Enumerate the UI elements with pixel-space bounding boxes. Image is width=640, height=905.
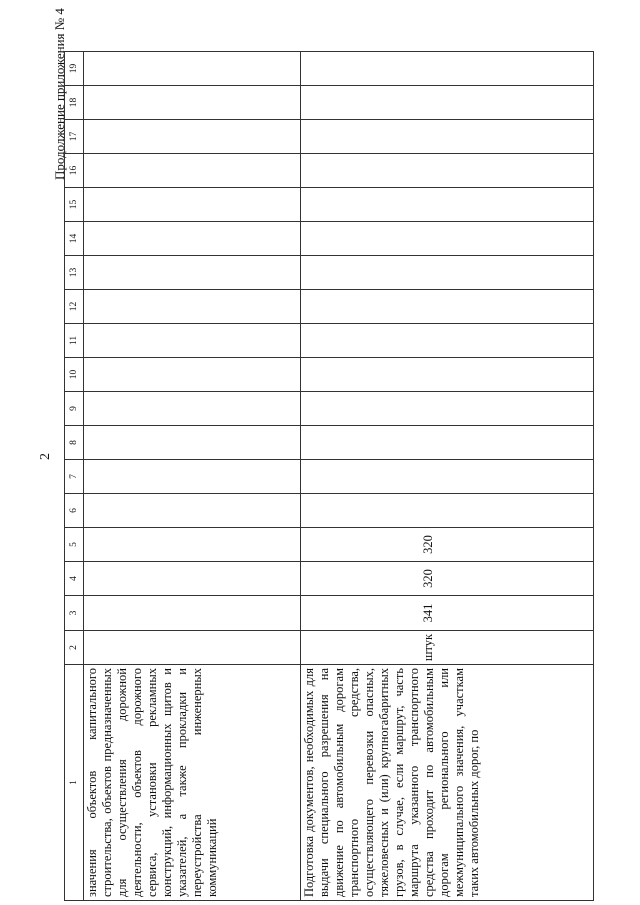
data-cell xyxy=(84,86,301,120)
data-cell xyxy=(301,426,594,460)
data-cell xyxy=(84,528,301,562)
data-cell xyxy=(301,154,594,188)
unit-value: штук xyxy=(421,633,435,662)
value-col5: 320 xyxy=(421,535,435,554)
header-cell: 11 xyxy=(65,324,84,358)
header-cell: 1 xyxy=(65,665,84,901)
data-table xyxy=(64,51,594,901)
data-cell xyxy=(84,188,301,222)
header-cell: 3 xyxy=(65,596,84,631)
data-cell xyxy=(84,358,301,392)
data-cell xyxy=(84,120,301,154)
header-cell: 17 xyxy=(65,120,84,154)
data-cell xyxy=(301,460,594,494)
data-cell xyxy=(301,120,594,154)
data-cell xyxy=(84,392,301,426)
table-row xyxy=(84,52,301,901)
data-cell xyxy=(301,290,594,324)
value-col4: 320 xyxy=(421,569,435,588)
service-description: значения объектов капитального строительства, объектов предназначенных для осуществления дорожной деятельности, объектов дорожного сервиса, установки рекламных конструкций, информационных щитов и указателей, а также прокладки и переустройства инженерных коммуникаций xyxy=(85,668,219,897)
table-row xyxy=(301,52,594,901)
data-cell xyxy=(84,256,301,290)
data-cell xyxy=(301,358,594,392)
data-cell xyxy=(301,52,594,86)
header-cell: 12 xyxy=(65,290,84,324)
page-number: 2 xyxy=(38,453,53,460)
data-cell xyxy=(84,324,301,358)
data-cell xyxy=(301,528,594,562)
data-cell xyxy=(84,596,301,631)
data-cell xyxy=(84,494,301,528)
unit-cell xyxy=(301,631,594,665)
header-cell: 14 xyxy=(65,222,84,256)
data-cell xyxy=(301,596,594,631)
data-cell xyxy=(301,188,594,222)
data-cell xyxy=(84,631,301,665)
header-cell: 19 xyxy=(65,52,84,86)
header-cell: 5 xyxy=(65,528,84,562)
header-cell: 10 xyxy=(65,358,84,392)
appendix-continuation: Продолжение приложения № 4 xyxy=(52,8,67,180)
data-cell xyxy=(301,562,594,596)
service-description-cell xyxy=(84,665,301,901)
header-cell: 16 xyxy=(65,154,84,188)
header-cell: 15 xyxy=(65,188,84,222)
data-cell xyxy=(301,392,594,426)
data-cell xyxy=(301,222,594,256)
data-cell xyxy=(84,562,301,596)
header-cell: 7 xyxy=(65,460,84,494)
data-cell xyxy=(84,290,301,324)
data-cell xyxy=(301,324,594,358)
data-cell xyxy=(301,256,594,290)
data-cell xyxy=(84,52,301,86)
data-cell xyxy=(301,494,594,528)
data-cell xyxy=(84,222,301,256)
header-cell: 9 xyxy=(65,392,84,426)
header-cell: 4 xyxy=(65,562,84,596)
service-description: Подготовка документов, необходимых для выдачи специального разрешения на движение по автомобильным дорогам транспортного средства, осуществляющего перевозки опасных, тяжеловесных и (или) крупногабаритных грузов, в случае, если маршрут, часть маршрута указанного транспортного средства проходит по автомобильным дорогам регионального или межмуниципального значения, участкам таких автомобильных дорог, по xyxy=(302,668,481,897)
data-cell xyxy=(84,154,301,188)
data-cell xyxy=(84,460,301,494)
data-cell xyxy=(84,426,301,460)
header-cell: 6 xyxy=(65,494,84,528)
header-cell: 13 xyxy=(65,256,84,290)
service-description-cell xyxy=(301,665,594,901)
data-cell xyxy=(301,86,594,120)
header-cell: 18 xyxy=(65,86,84,120)
value-col3: 341 xyxy=(421,603,435,623)
header-cell: 2 xyxy=(65,631,84,665)
header-cell: 8 xyxy=(65,426,84,460)
header-row xyxy=(65,52,84,901)
